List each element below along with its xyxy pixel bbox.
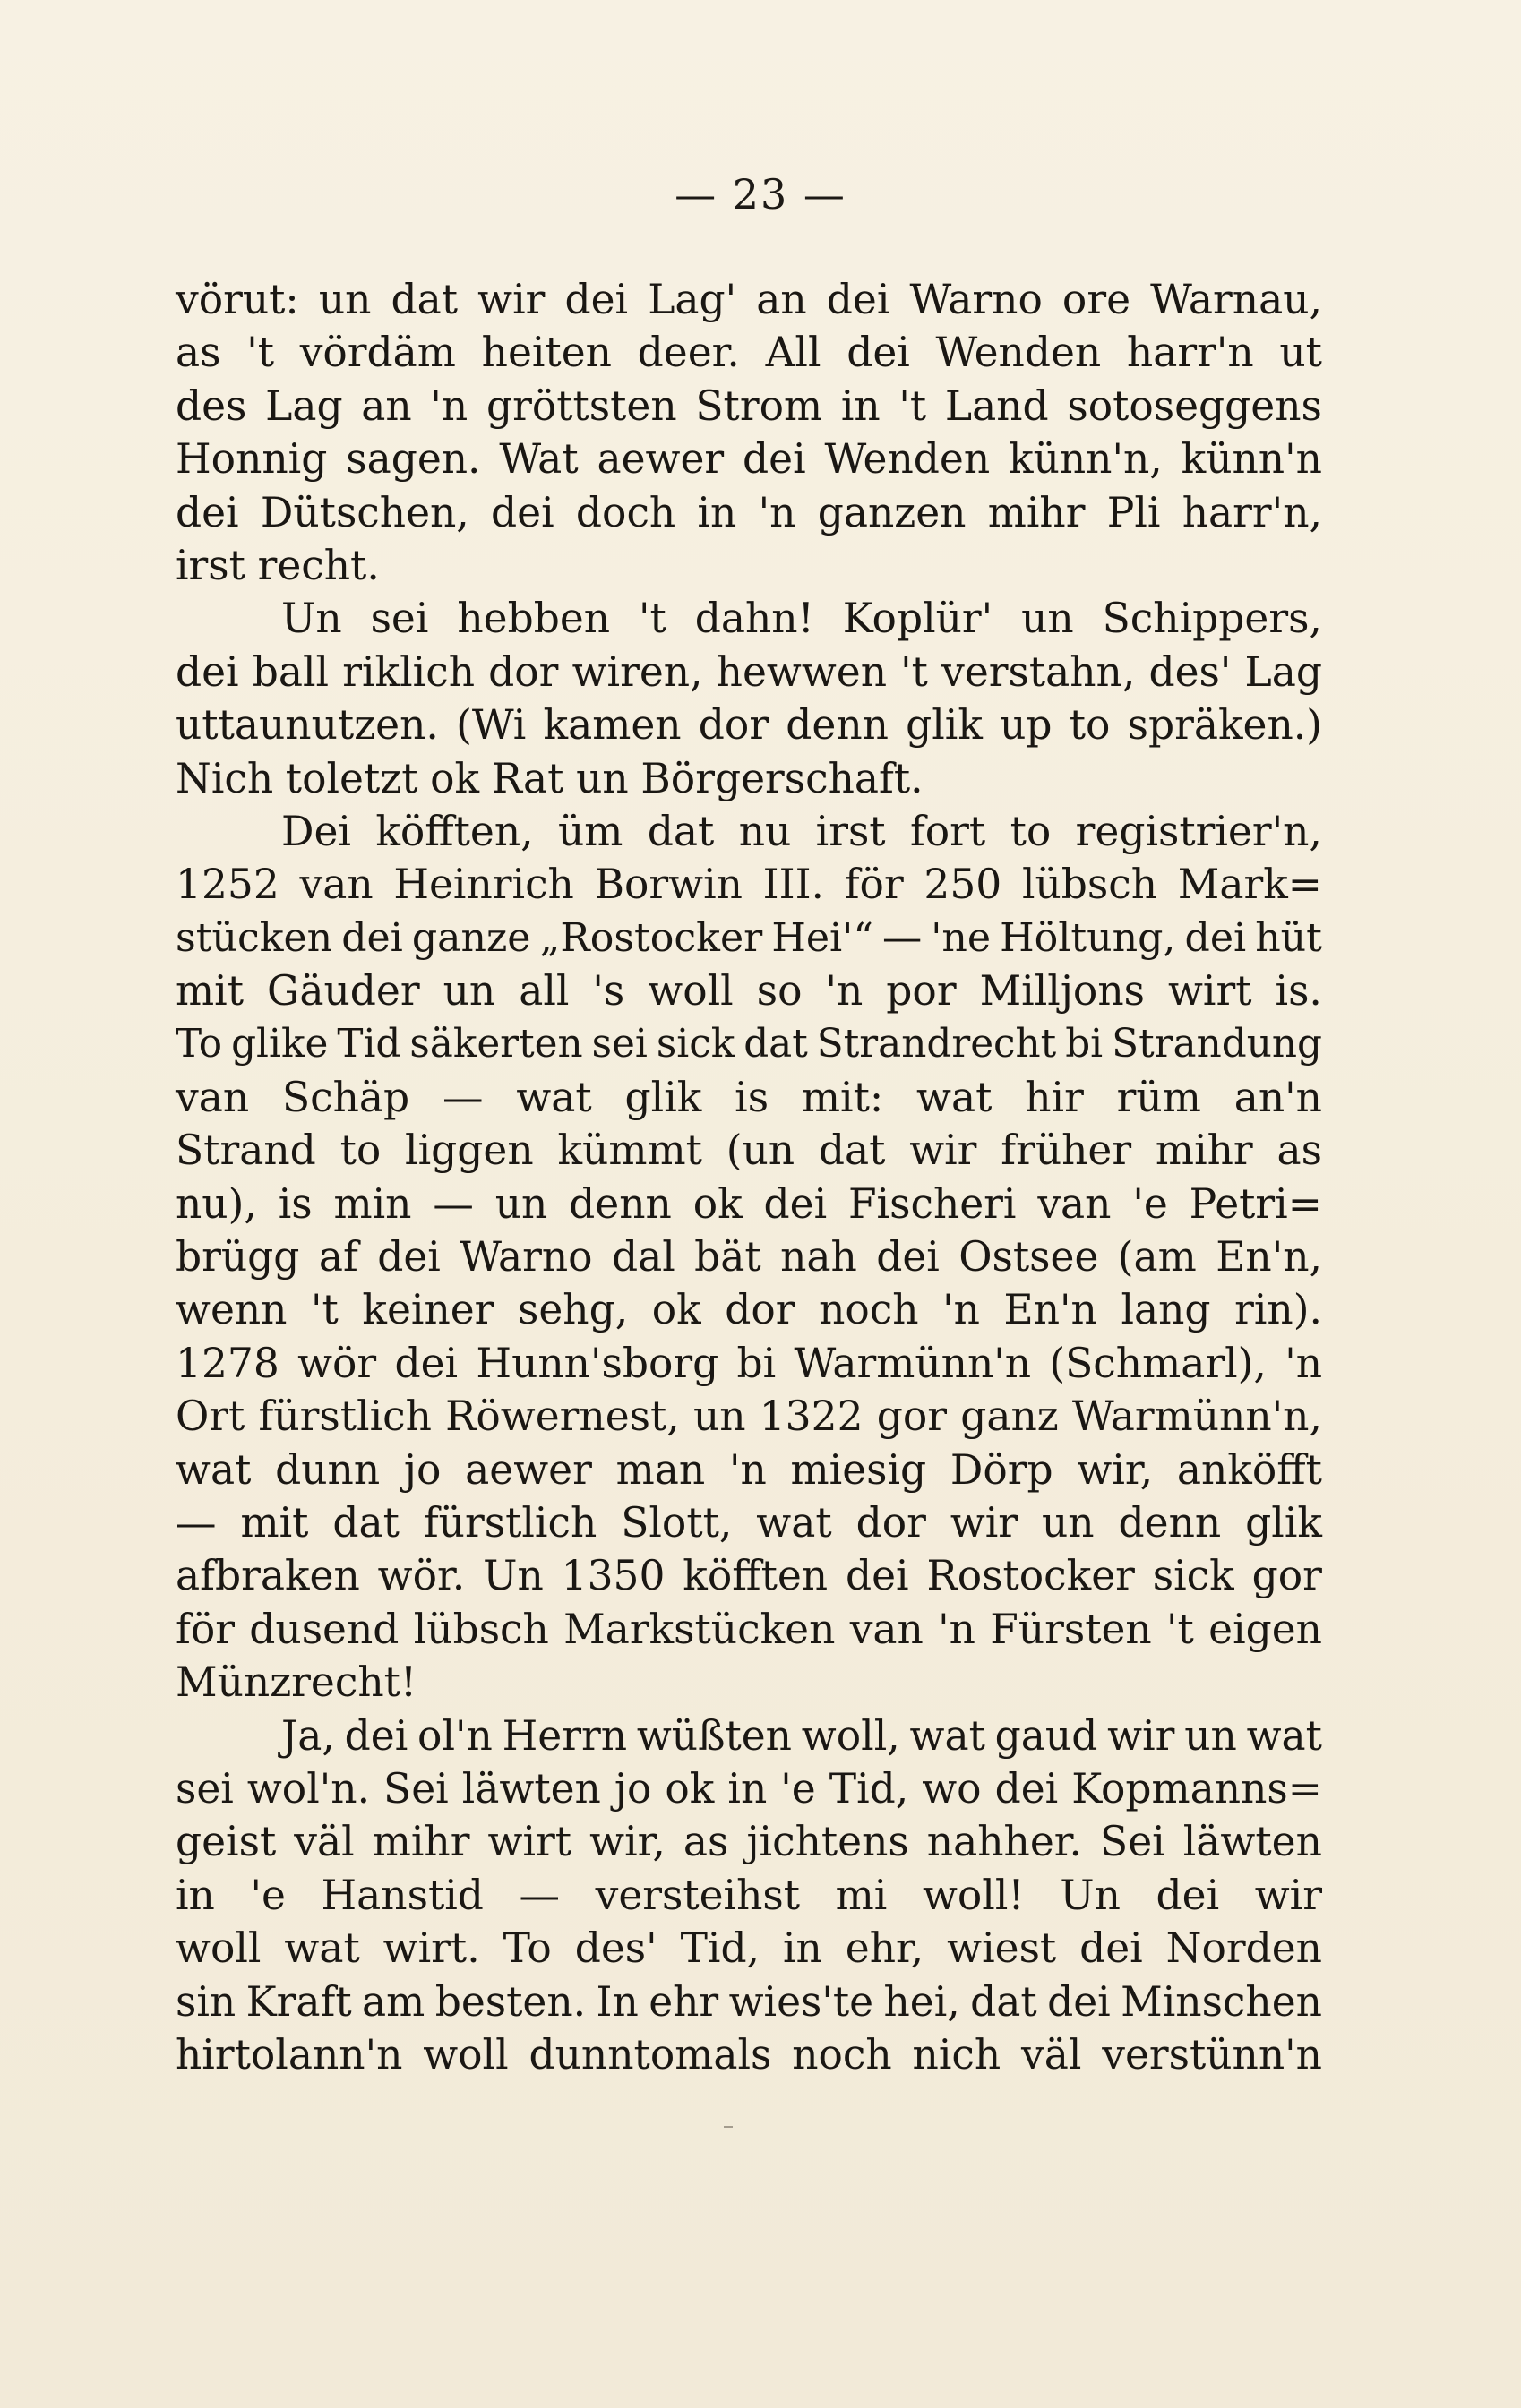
text-line: 1252 van Heinrich Borwin III. för 250 lübsch Mark= bbox=[176, 861, 1322, 909]
body-text bbox=[176, 273, 1322, 2081]
text-line: 1278 wör dei Hunn'sborg bi Warmünn'n (Schmarl), 'n bbox=[176, 1339, 1322, 1387]
text-line: Dei köfften, üm dat nu irst fort to registrier'n, bbox=[281, 807, 1322, 855]
text-line: dei ball riklich dor wiren, hewwen 't verstahn, des' Lag bbox=[176, 647, 1322, 696]
text-line: woll wat wirt. To des' Tid, in ehr, wiest dei Norden bbox=[176, 1924, 1322, 1973]
ink-speck bbox=[724, 2126, 733, 2128]
text-line: Un sei hebben 't dahn! Koplür' un Schippers, bbox=[281, 595, 1322, 643]
text-line: geist väl mihr wirt wir, as jichtens nahher. Sei läwten bbox=[176, 1818, 1322, 1866]
text-line: hirtolann'n woll dunntomals noch nich väl verstünn'n bbox=[176, 2030, 1322, 2078]
text-line: för dusend lübsch Markstücken van 'n Fürsten 't eigen bbox=[176, 1605, 1322, 1653]
text-line: des Lag an 'n gröttsten Strom in 't Land sotoseggens bbox=[176, 381, 1322, 430]
page-number: — 23 — bbox=[675, 170, 846, 219]
text-line: To glike Tid säkerten sei sick dat Strandrecht bi Strandung bbox=[176, 1021, 1322, 1067]
text-line: van Schäp — wat glik is mit: wat hir rüm an'n bbox=[176, 1073, 1322, 1121]
text-line: in 'e Hanstid — versteihst mi woll! Un dei wir bbox=[176, 1871, 1322, 1919]
text-line: sin Kraft am besten. In ehr wies'te hei, dat dei Minschen bbox=[176, 1977, 1322, 2026]
text-line: Strand to liggen kümmt (un dat wir früher mihr as bbox=[176, 1127, 1322, 1175]
text-line: dei Dütschen, dei doch in 'n ganzen mihr Pli harr'n, bbox=[176, 488, 1322, 536]
text-line: as 't vördäm heiten deer. All dei Wenden harr'n ut bbox=[176, 329, 1322, 377]
text-line: Honnig sagen. Wat aewer dei Wenden künn'n, künn'n bbox=[176, 435, 1322, 484]
text-line: nu), is min — un denn ok dei Fischeri van 'e Petri= bbox=[176, 1179, 1322, 1228]
text-line: wat dunn jo aewer man 'n miesig Dörp wir, anköfft bbox=[176, 1445, 1322, 1494]
text-line: stücken dei ganze „Rostocker Hei'“ — 'ne Höltung, dei hüt bbox=[176, 914, 1322, 961]
text-line: brügg af dei Warno dal bät nah dei Ostsee (am En'n, bbox=[176, 1233, 1322, 1281]
text-line: afbraken wör. Un 1350 köfften dei Rostocker sick gor bbox=[176, 1552, 1322, 1600]
text-line: Münzrecht! bbox=[176, 1658, 417, 1707]
text-line: uttaunutzen. (Wi kamen dor denn glik up to spräken.) bbox=[176, 701, 1322, 750]
text-line: Ort fürstlich Röwernest, un 1322 gor ganz Warmünn'n, bbox=[176, 1393, 1322, 1441]
text-line: irst recht. bbox=[176, 541, 380, 589]
text-line: sei wol'n. Sei läwten jo ok in 'e Tid, wo dei Kopmanns= bbox=[176, 1764, 1322, 1812]
text-line: Nich toletzt ok Rat un Börgerschaft. bbox=[176, 754, 924, 802]
text-line: wenn 't keiner sehg, ok dor noch 'n En'n lang rin). bbox=[176, 1286, 1322, 1334]
text-line: vörut: un dat wir dei Lag' an dei Warno ore Warnau, bbox=[176, 276, 1322, 323]
text-line: — mit dat fürstlich Slott, wat dor wir un denn glik bbox=[176, 1498, 1322, 1547]
text-line: Ja, dei ol'n Herrn wüßten woll, wat gaud wir un wat bbox=[281, 1711, 1322, 1760]
text-line: mit Gäuder un all 's woll so 'n por Milljons wirt is. bbox=[176, 967, 1322, 1015]
